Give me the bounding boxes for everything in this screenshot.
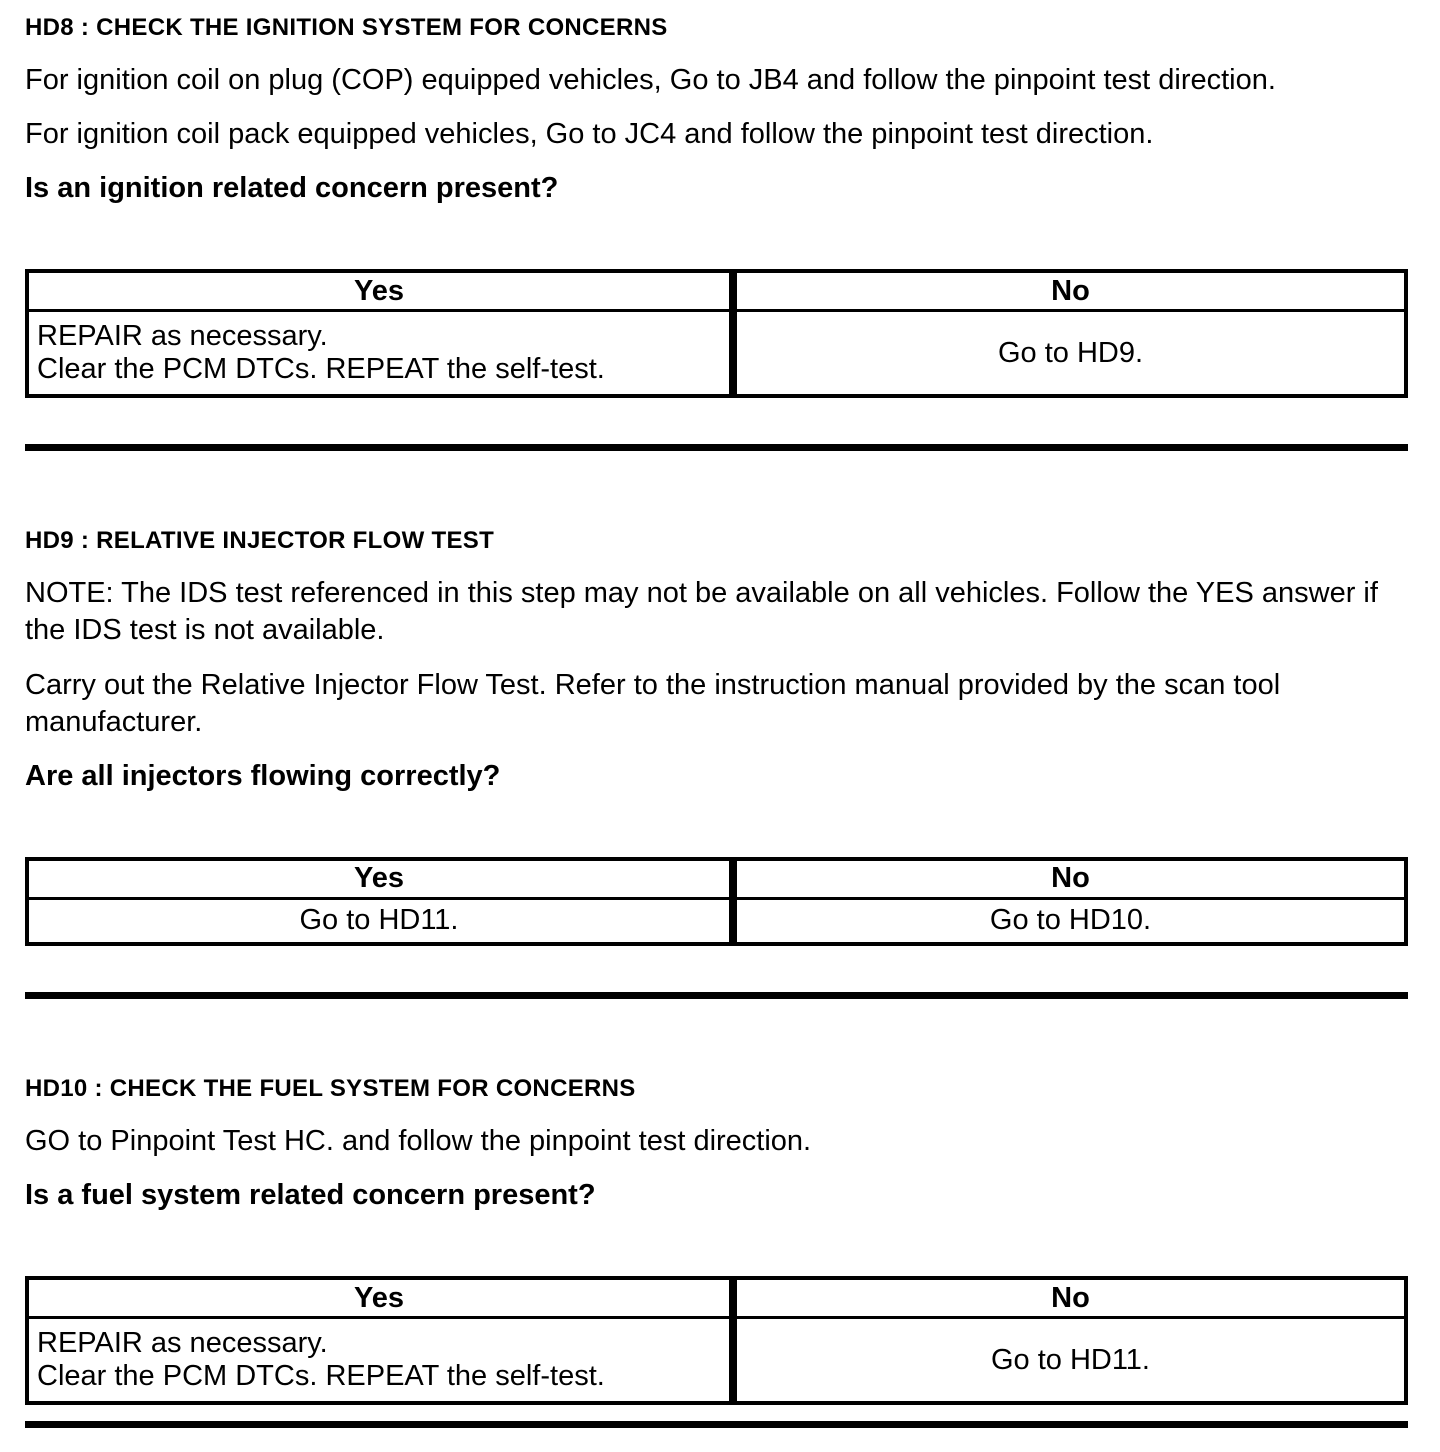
table-body-row — [27, 311, 1406, 397]
yes-header-cell: Yes — [27, 271, 733, 311]
no-answer-cell: Go to HD10. — [733, 898, 1406, 944]
paragraph: For ignition coil on plug (COP) equipped vehicles, Go to JB4 and follow the pinpoint test direction. — [25, 64, 1276, 96]
paragraph: Carry out the Relative Injector Flow Test. Refer to the instruction manual provided by the scan tool manufacturer. — [25, 668, 1281, 738]
no-answer-cell: Go to HD11. — [733, 1318, 1406, 1404]
table-header-row — [27, 271, 1406, 311]
paragraph: For ignition coil pack equipped vehicles, Go to JC4 and follow the pinpoint test direction. — [25, 118, 1154, 151]
section-divider — [25, 992, 1408, 999]
no-header-cell: No — [733, 859, 1406, 899]
no-header-cell: No — [733, 271, 1406, 311]
yes-answer-cell — [27, 311, 733, 397]
yes-answer-line: REPAIR as necessary. — [37, 320, 328, 353]
question: Are all injectors flowing correctly? — [25, 759, 501, 792]
section-hd8 — [25, 14, 1408, 451]
table-body-row — [27, 1318, 1406, 1404]
section-hd10 — [25, 1075, 1408, 1428]
yes-header-cell: Yes — [27, 859, 733, 899]
decision-table — [25, 857, 1408, 946]
section-heading: HD9 : RELATIVE INJECTOR FLOW TEST — [25, 527, 495, 555]
table-body-row — [27, 898, 1406, 944]
decision-table — [25, 1276, 1408, 1405]
section-heading: HD8 : CHECK THE IGNITION SYSTEM FOR CONCERNS — [25, 14, 668, 41]
paragraph: GO to Pinpoint Test HC. and follow the pinpoint test direction. — [25, 1124, 812, 1157]
yes-header-cell: Yes — [27, 1278, 733, 1318]
paragraph: NOTE: The IDS test referenced in this step may not be available on all vehicles. Follow the YES answer if the IDS test is not available. — [25, 577, 1378, 647]
yes-answer-line: Clear the PCM DTCs. REPEAT the self-test. — [37, 1360, 605, 1393]
section-divider — [25, 444, 1408, 451]
yes-answer-line: REPAIR as necessary. — [37, 1327, 328, 1360]
table-header-row — [27, 1278, 1406, 1318]
no-answer-cell: Go to HD9. — [733, 311, 1406, 397]
no-header-cell: No — [733, 1278, 1406, 1318]
section-heading: HD10 : CHECK THE FUEL SYSTEM FOR CONCERNS — [25, 1074, 636, 1102]
yes-answer-cell — [27, 1318, 733, 1404]
table-header-row — [27, 859, 1406, 899]
question: Is a fuel system related concern present? — [25, 1178, 596, 1211]
section-hd9 — [25, 527, 1408, 999]
section-divider — [25, 1421, 1408, 1428]
question: Is an ignition related concern present? — [25, 172, 559, 205]
decision-table — [25, 269, 1408, 398]
yes-answer-line: Clear the PCM DTCs. REPEAT the self-test. — [37, 353, 605, 386]
yes-answer-cell: Go to HD11. — [27, 898, 733, 944]
